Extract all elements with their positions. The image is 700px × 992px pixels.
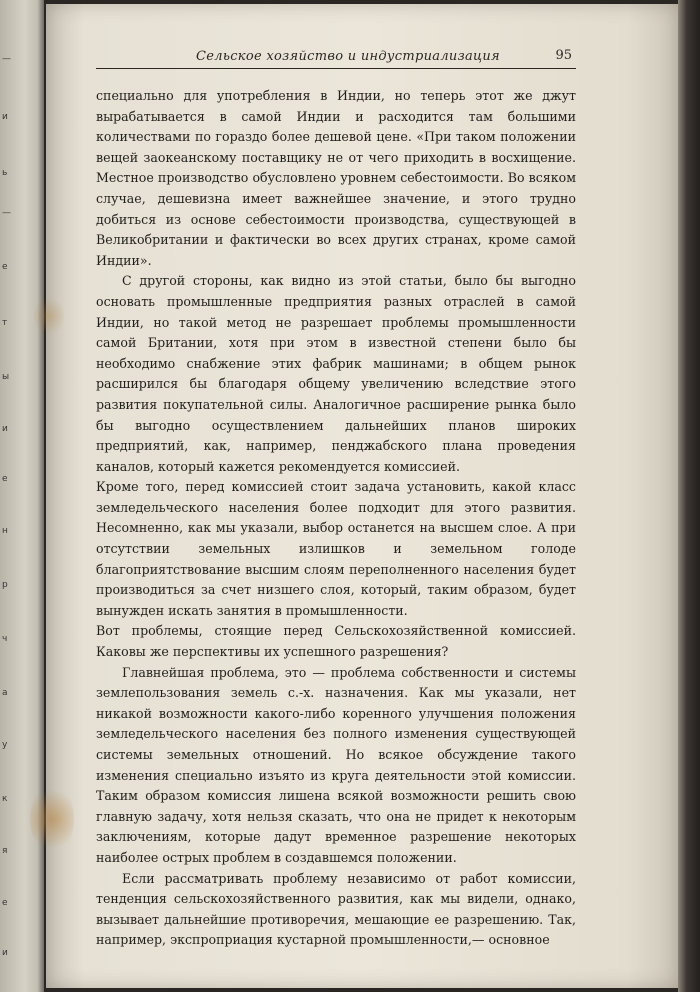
facing-page-fragment: — [2, 208, 11, 218]
facing-page-fragment: т [2, 318, 8, 328]
paragraph: С другой стороны, как видно из этой статьи, было бы выгодно основать промышленные предприятия разных отраслей в самой Индии, но такой метод не разрешает проблемы промышленности самой Британии, хотя при этом в известной степени было бы необходимо снабжение этих фабрик машинами; в общем рынок расширился бы благодаря общему увеличению вследствие этого развития покупательной силы. Аналогичное расширение рынка было бы выгодно осуществлением дальнейших планов широких предприятий, как, например, пенджабского плана проведения каналов, который кажется рекомендуется комиссией. [96, 273, 576, 474]
page-number: 95 [555, 48, 572, 63]
running-title: Сельское хозяйство и индустриализация [196, 49, 500, 64]
facing-page-fragment: — [2, 54, 11, 64]
facing-page-fragment: ь [2, 168, 8, 178]
facing-page-fragment: к [2, 794, 8, 804]
facing-page-fragment: и [2, 112, 8, 122]
facing-page-fragment: е [2, 262, 8, 272]
facing-page-fragment: ы [2, 372, 10, 382]
page-header [96, 46, 576, 69]
facing-page-fragment: а [2, 688, 8, 698]
facing-page-fragment: у [2, 740, 8, 750]
paragraph: Кроме того, перед комиссией стоит задача установить, какой класс земледельческого населения более подходит для этого развития. Несомненно, как мы указали, выбор останется на высшем слое. А при отсутствии земельных излишков и земельном голоде благоприятствование высшим слоям переполненного населения будет производиться за счет низшего слоя, который, таким образом, будет вынужден искать занятия в промышленности. [96, 479, 576, 618]
facing-page-fragment: и [2, 948, 8, 958]
paragraph: специально для употребления в Индии, но теперь этот же джут вырабатывается в самой Индии и расходится там большими количествами по гораздо более дешевой цене. «При таком положении вещей заокеанскому поставщику не от чего приходить в восхищение. Местное производство обусловлено уровнем себестоимости. Во всяком случае, дешевизна имеет важнейшее значение, и этого трудно добиться из основе себестоимости производства, существующей в Великобритании и фактически во всех других странах, кроме самой Индии». [96, 88, 576, 268]
page-stain [30, 784, 74, 854]
paragraph: Главнейшая проблема, это — проблема собственности и системы землепользования земель с.-х. назначения. Как мы указали, нет никакой возможности какого-либо коренного улучшения положения земледельческого населения без полного изменения существующей системы земельных отношений. Но всякое обсуждение такого изменения специально изъято из круга деятельности этой комиссии. Таким образом комиссия лишена всякой возможности решить свою главную задачу, хотя нельзя сказать, что она не придет к некоторым заключениям, которые дадут временное разрешение некоторых наиболее острых проблем в создавшемся положении. [96, 664, 576, 865]
facing-page-fragment: н [2, 526, 8, 536]
page-stain [34, 296, 64, 336]
facing-page-fragment: и [2, 424, 8, 434]
facing-page-fragment: е [2, 898, 8, 908]
facing-page-fragment: е [2, 474, 8, 484]
paragraph: Если рассматривать проблему независимо от работ комиссии, тенденция сельскохозяйственного развития, как мы видели, однако, вызывает дальнейшие противоречия, мешающие ее разрешению. Так, например, экспроприация кустарной промышленности,— основное [96, 870, 576, 948]
facing-page-fragment: р [2, 580, 8, 590]
facing-page-fragment: я [2, 846, 8, 856]
book-spine-edge [678, 0, 700, 992]
facing-page-fragment: ч [2, 634, 8, 644]
body-text [96, 86, 576, 951]
paragraph: Вот проблемы, стоящие перед Сельскохозяйственной комиссией. Каковы же перспективы их успешного разрешения? [96, 623, 576, 660]
